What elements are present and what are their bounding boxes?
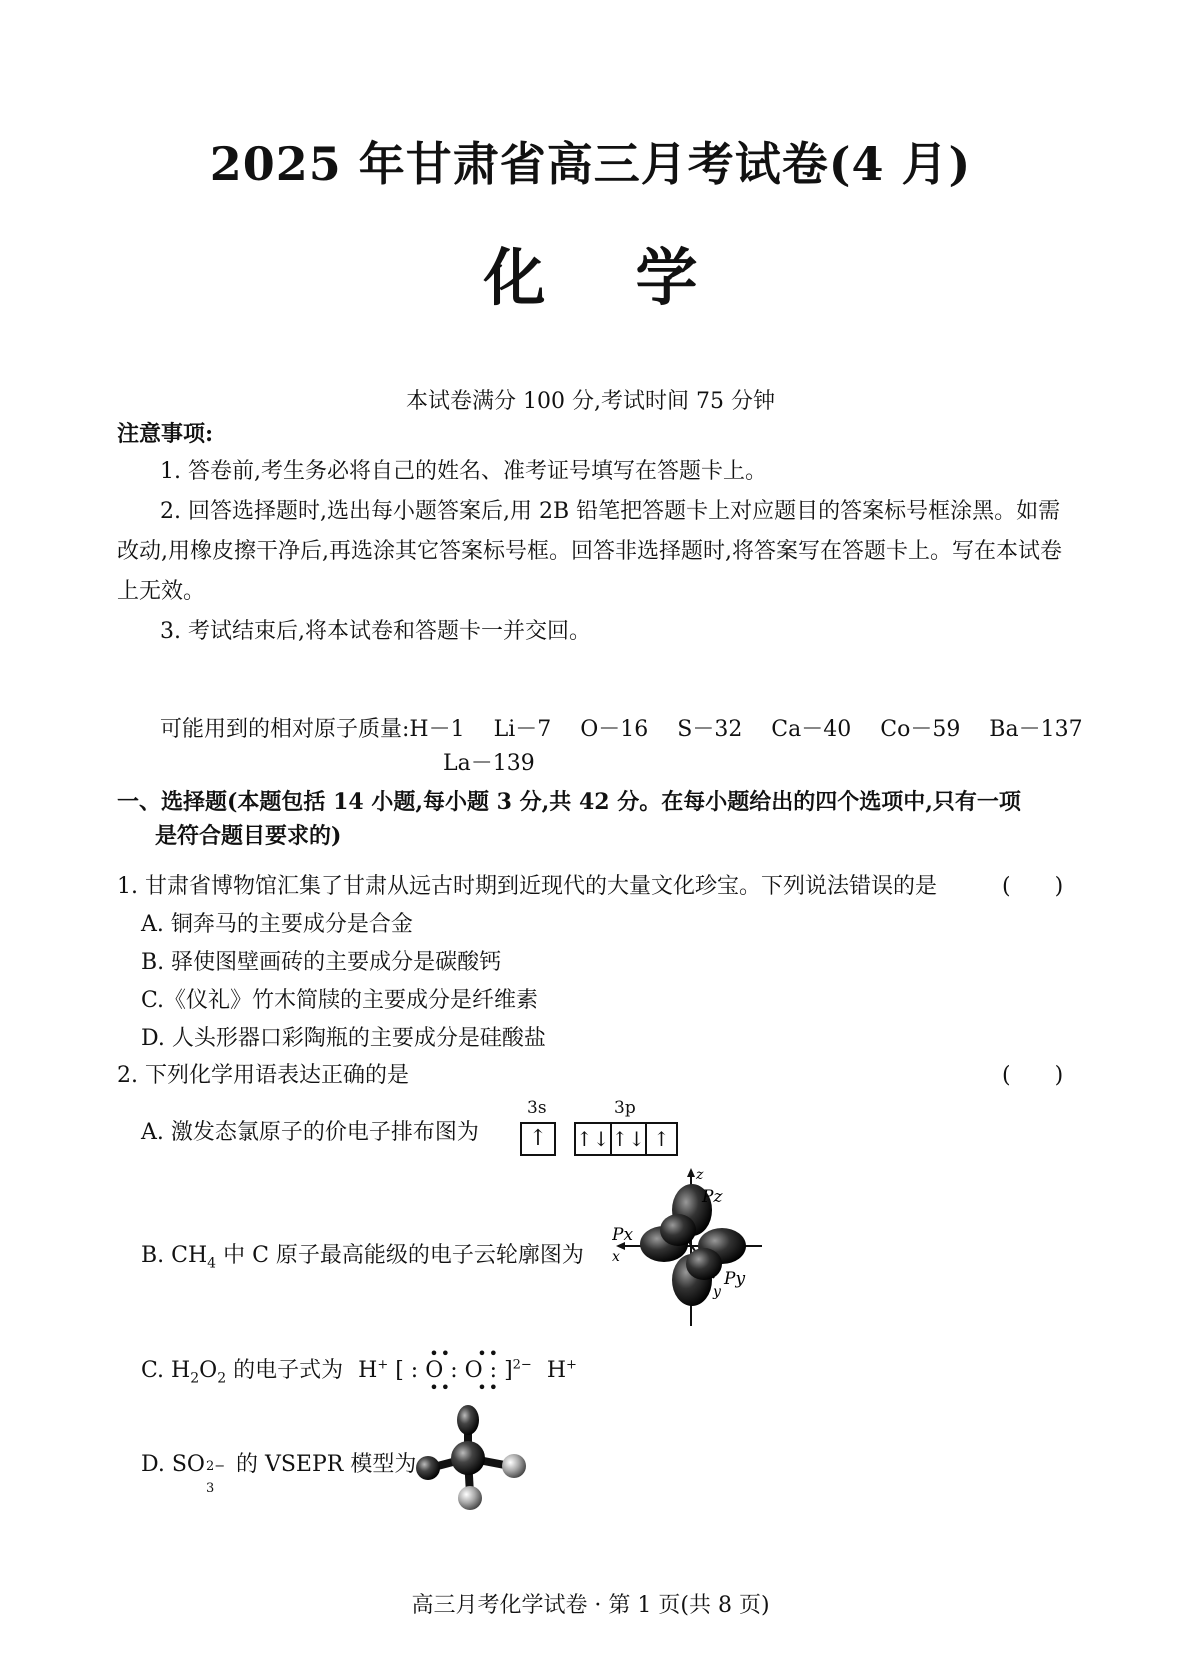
- page-footer: 高三月考化学试卷 · 第 1 页(共 8 页): [411, 1593, 770, 1618]
- notice-item-2: 2. 回答选择题时,选出每小题答案后,用 2B 铅笔把答题卡上对应题目的答案标号框涂黑。如需改动,用橡皮擦干净后,再选涂其它答案标号框。回答非选择题时,将答案写在答题卡上。写在本试卷上无效。: [117, 499, 1062, 604]
- c-mid: O: [199, 1358, 218, 1383]
- c-formula-body: [ : O : O : ]: [395, 1358, 513, 1383]
- q2-option-d: [141, 1447, 417, 1496]
- d-prefix: D. SO: [141, 1452, 205, 1477]
- d-suffix: 的 VSEPR 模型为: [228, 1452, 417, 1477]
- lone-pair-lobe: [457, 1405, 479, 1435]
- vsepr-model-diagram: [412, 1402, 537, 1512]
- z-axis-label: z: [696, 1168, 704, 1183]
- b-prefix: B. CH: [141, 1243, 208, 1268]
- c-lone-pair-top-o1: ••: [429, 1344, 453, 1363]
- y-axis-label: y: [713, 1284, 721, 1300]
- q1-option-a: A. 铜奔马的主要成分是合金: [141, 912, 413, 937]
- py-lobe-front: [686, 1248, 722, 1280]
- px-label: Px: [612, 1225, 634, 1245]
- orbital-box-3p: [574, 1122, 678, 1156]
- exam-info: 本试卷满分 100 分,考试时间 75 分钟: [406, 389, 775, 414]
- d-subscript: 3: [205, 1481, 215, 1496]
- section-heading-line-1: 一、选择题(本题包括 14 小题,每小题 3 分,共 42 分。在每小题给出的四个选项中,只有一项: [117, 789, 1021, 815]
- c-formula-h1: H: [358, 1358, 378, 1383]
- pz-label: Pz: [702, 1187, 723, 1207]
- notice-heading: 注意事项:: [117, 421, 214, 447]
- z-arrow: [687, 1168, 695, 1177]
- q2-answer-paren: ( ): [1002, 1063, 1064, 1088]
- notice-item-1: 1. 答卷前,考生务必将自己的姓名、准考证号填写在答题卡上。: [160, 459, 767, 484]
- ligand-atom-bottom: [458, 1486, 482, 1510]
- c-formula-plus1: +: [377, 1357, 389, 1373]
- q2-option-c: [141, 1344, 577, 1397]
- atomic-mass-line-1: 可能用到的相对原子质量:H－1 Li－7 O－16 S－32 Ca－40 Co－59 Ba－137: [160, 717, 1083, 742]
- q1-answer-paren: ( ): [1002, 874, 1064, 899]
- q1-option-b: B. 驿使图壁画砖的主要成分是碳酸钙: [141, 950, 502, 975]
- atomic-mass-line-2: La－139: [443, 751, 535, 776]
- central-atom: [451, 1441, 485, 1475]
- orbital-3p-2: ↑↓: [612, 1124, 648, 1154]
- orbital-3p-1: ↑↓: [576, 1124, 612, 1154]
- q1-stem: 1. 甘肃省博物馆汇集了甘肃从远古时期到近现代的大量文化珍宝。下列说法错误的是: [117, 874, 937, 899]
- orbital-box-3s: ↑: [520, 1122, 556, 1156]
- py-label: Py: [724, 1269, 746, 1289]
- subject-title: 化学: [483, 241, 788, 314]
- c-formula-charge: 2−: [512, 1357, 532, 1373]
- c-subscript-1: 2: [190, 1370, 200, 1387]
- b-suffix: 中 C 原子最高能级的电子云轮廓图为: [216, 1243, 584, 1268]
- c-formula-bracket: [395, 1344, 513, 1397]
- section-heading-line-2: 是符合题目要求的): [155, 823, 342, 849]
- c-prefix: C. H: [141, 1358, 191, 1383]
- q2-stem: 2. 下列化学用语表达正确的是: [117, 1063, 409, 1088]
- exam-title: 2025 年甘肃省高三月考试卷(4 月): [209, 137, 972, 191]
- d-superscript: 2−: [205, 1459, 226, 1474]
- label-3p: 3p: [614, 1098, 636, 1118]
- q2-option-b: [141, 1238, 584, 1271]
- x-axis-label: x: [612, 1249, 620, 1265]
- orbital-3p-3: ↑: [653, 1127, 670, 1151]
- c-lone-pair-bottom-o1: ••: [429, 1378, 453, 1397]
- label-3s: 3s: [527, 1098, 547, 1118]
- b-subscript: 4: [207, 1255, 217, 1272]
- ligand-atom-left: [416, 1456, 440, 1480]
- notice-item-3: 3. 考试结束后,将本试卷和答题卡一并交回。: [160, 619, 591, 644]
- q2-option-a: A. 激发态氯原子的价电子排布图为: [141, 1120, 479, 1145]
- ligand-atom-right: [502, 1454, 526, 1478]
- p-orbital-diagram: [612, 1168, 772, 1328]
- q1-option-c: C.《仪礼》竹木简牍的主要成分是纤维素: [141, 988, 539, 1013]
- c-lone-pair-top-o2: ••: [477, 1344, 501, 1363]
- c-lone-pair-bottom-o2: ••: [477, 1378, 501, 1397]
- c-suffix: 的电子式为: [226, 1358, 344, 1383]
- c-formula-plus2: +: [566, 1357, 577, 1373]
- q1-option-d: D. 人头形器口彩陶瓶的主要成分是硅酸盐: [141, 1026, 546, 1051]
- py-lobe-back: [660, 1214, 696, 1246]
- c-formula-h2: H: [546, 1358, 567, 1383]
- c-subscript-2: 2: [217, 1370, 227, 1387]
